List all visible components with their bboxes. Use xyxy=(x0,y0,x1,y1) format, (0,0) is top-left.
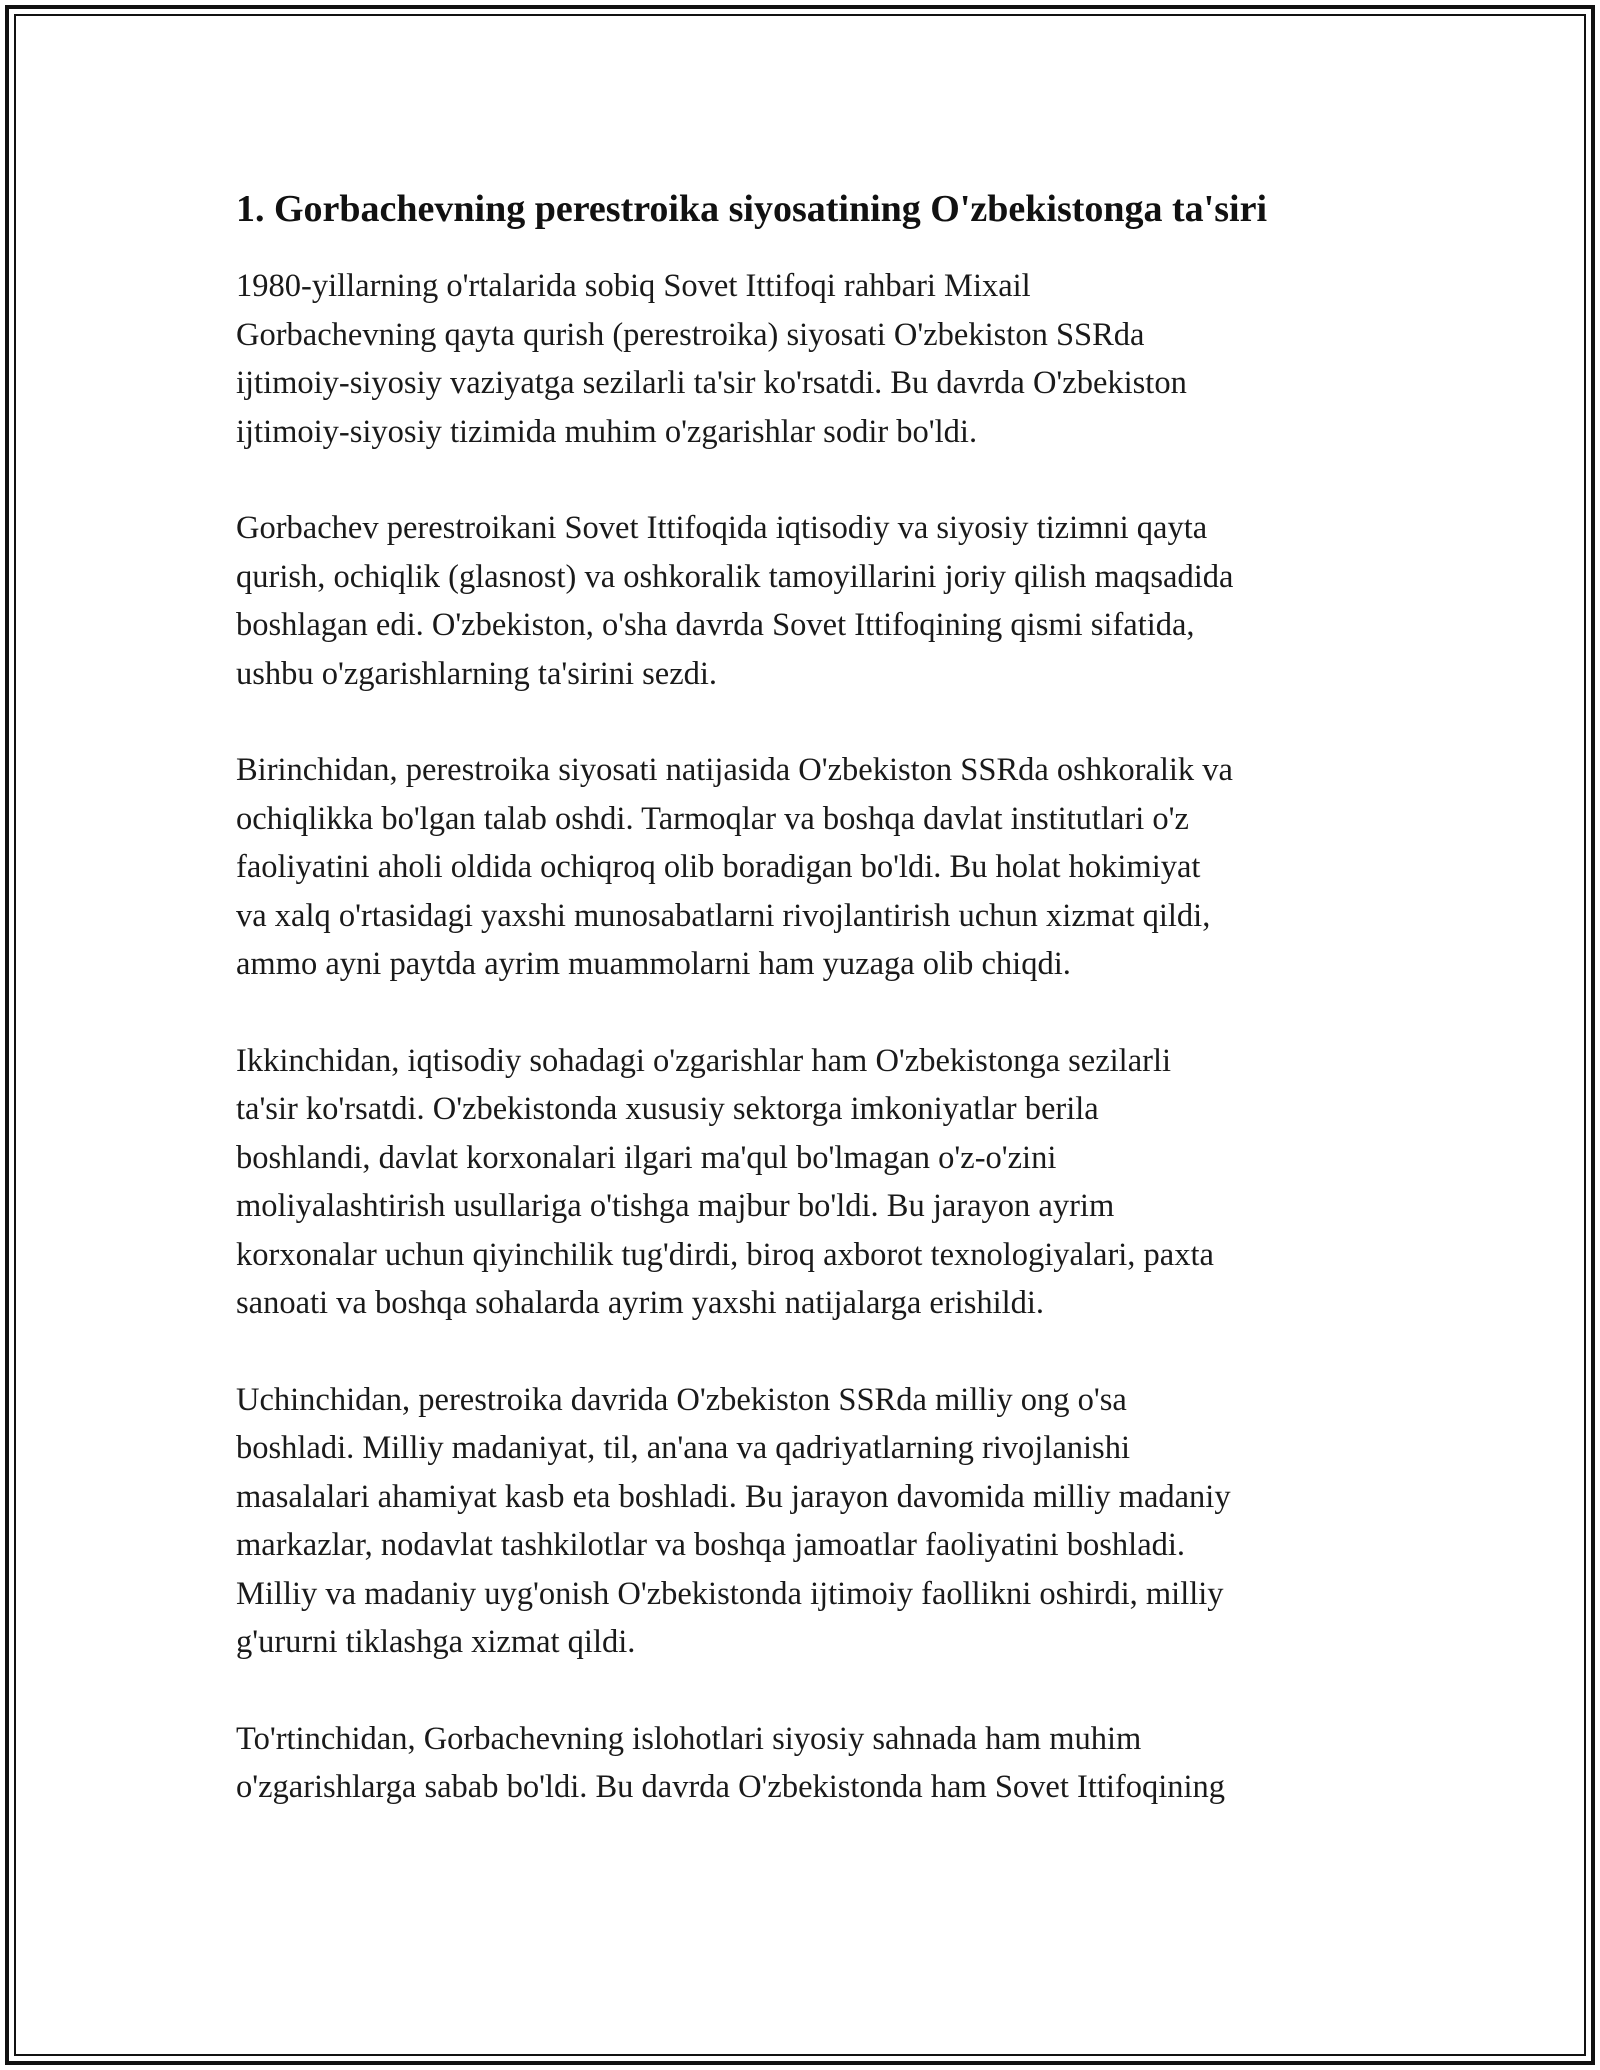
paragraph-line: g'ururni tiklashga xizmat qildi. xyxy=(236,1624,636,1660)
paragraph xyxy=(236,746,1386,989)
paragraph-line: ijtimoiy-siyosiy tizimida muhim o'zgarishlar sodir bo'ldi. xyxy=(236,413,978,450)
paragraph-line: masalalari ahamiyat kasb eta boshladi. Bu jarayon davomida milliy madaniy xyxy=(236,1478,1231,1515)
paragraph-line: sanoati va boshqa sohalarda ayrim yaxshi natijalarga erishildi. xyxy=(236,1285,1045,1321)
paragraph-line: va xalq o'rtasidagi yaxshi munosabatlarni rivojlantirish uchun xizmat qildi, xyxy=(236,897,1211,934)
paragraph-line: Birinchidan, perestroika siyosati natijasida O'zbekiston SSRda oshkoralik va xyxy=(236,752,1233,788)
paragraph-line: o'zgarishlarga sabab bo'ldi. Bu davrda O'zbekistonda ham Sovet Ittifoqining xyxy=(236,1769,1226,1805)
paragraph-line: ta'sir ko'rsatdi. O'zbekistonda xususiy sektorga imkoniyatlar berila xyxy=(236,1091,1099,1127)
paragraph-line: Ikkinchidan, iqtisodiy sohadagi o'zgarishlar ham O'zbekistonga sezilarli xyxy=(236,1042,1172,1079)
section-title: 1. Gorbachevning perestroika siyosatining O'zbekistonga ta'siri xyxy=(236,188,1268,230)
paragraph-line: To'rtinchidan, Gorbachevning islohotlari siyosiy sahnada ham muhim xyxy=(236,1720,1142,1757)
paragraph xyxy=(236,1037,1386,1328)
paragraph-line: faoliyatini aholi oldida ochiqroq olib boradigan bo'ldi. Bu holat hokimiyat xyxy=(236,849,1201,885)
paragraph-line: qurish, ochiqlik (glasnost) va oshkoralik tamoyillarini joriy qilish maqsadida xyxy=(236,558,1234,595)
paragraph-line: 1980-yillarning o'rtalarida sobiq Sovet Ittifoqi rahbari Mixail xyxy=(236,268,1031,304)
paragraph xyxy=(236,1715,1386,1812)
paragraph-line: boshlagan edi. O'zbekiston, o'sha davrda Sovet Ittifoqining qismi sifatida, xyxy=(236,607,1195,643)
document-body xyxy=(236,182,1386,1860)
paragraph-line: markazlar, nodavlat tashkilotlar va boshqa jamoatlar faoliyatini boshladi. xyxy=(236,1527,1186,1563)
paragraph xyxy=(236,1376,1386,1667)
paragraph-line: Milliy va madaniy uyg'onish O'zbekistonda ijtimoiy faollikni oshirdi, milliy xyxy=(236,1575,1224,1612)
paragraph-line: ijtimoiy-siyosiy vaziyatga sezilarli ta'sir ko'rsatdi. Bu davrda O'zbekiston xyxy=(236,365,1187,401)
paragraph-list xyxy=(236,262,1386,1812)
paragraph-line: ammo ayni paytda ayrim muammolarni ham yuzaga olib chiqdi. xyxy=(236,946,1071,982)
paragraph-line: Gorbachev perestroikani Sovet Ittifoqida iqtisodiy va siyosiy tizimni qayta xyxy=(236,510,1208,546)
paragraph xyxy=(236,262,1386,456)
paragraph-line: ushbu o'zgarishlarning ta'sirini sezdi. xyxy=(236,655,718,692)
paragraph-line: korxonalar uchun qiyinchilik tug'dirdi, biroq axborot texnologiyalari, paxta xyxy=(236,1236,1214,1273)
paragraph-line: boshladi. Milliy madaniyat, til, an'ana va qadriyatlarning rivojlanishi xyxy=(236,1430,1130,1466)
paragraph-line: Uchinchidan, perestroika davrida O'zbekiston SSRda milliy ong o'sa xyxy=(236,1381,1127,1418)
paragraph-line: ochiqlikka bo'lgan talab oshdi. Tarmoqlar va boshqa davlat institutlari o'z xyxy=(236,800,1189,837)
paragraph-line: moliyalashtirish usullariga o'tishga majbur bo'ldi. Bu jarayon ayrim xyxy=(236,1188,1115,1224)
paragraph-line: Gorbachevning qayta qurish (perestroika) siyosati O'zbekiston SSRda xyxy=(236,316,1145,353)
paragraph-line: boshlandi, davlat korxonalari ilgari ma'qul bo'lmagan o'z-o'zini xyxy=(236,1139,1057,1176)
paragraph xyxy=(236,504,1386,698)
